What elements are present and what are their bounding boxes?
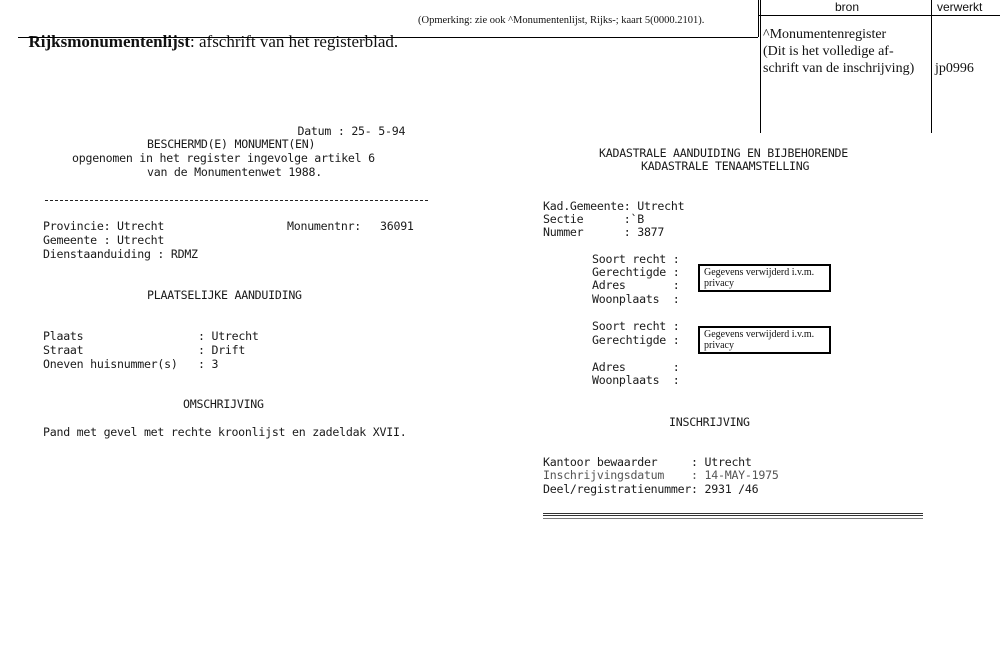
right-heading-line-1: KADASTRALE AANDUIDING EN BIJBEHORENDE: [599, 146, 849, 160]
plaatselijke-aanduiding-heading: PLAATSELIJKE AANDUIDING: [147, 288, 302, 302]
page-title: [20, 12, 398, 52]
right-double-rule: [543, 513, 923, 516]
omschrijving-text: Pand met gevel met rechte kroonlijst en zadeldak XVII.: [43, 425, 407, 439]
page-title-bold: Rijksmonumentenlijst: [28, 32, 191, 51]
soort-recht-label-2: Soort recht :: [592, 319, 680, 333]
monumentnr-label: Monumentnr:: [287, 219, 362, 233]
plaats-value: : Utrecht: [198, 329, 259, 343]
left-dashed-rule: [45, 200, 428, 201]
verwerkt-column-border: [931, 0, 932, 133]
huisnummer-label: Oneven huisnummer(s): [43, 357, 178, 371]
nummer-line: Nummer : 3877: [543, 225, 665, 239]
huisnummer-value: : 3: [198, 357, 219, 371]
inschrijving-heading: INSCHRIJVING: [669, 415, 750, 429]
woonplaats-label-1: Woonplaats :: [592, 292, 680, 306]
datum-line: [284, 110, 405, 138]
straat-label: Straat: [43, 343, 84, 357]
privacy-redaction-box-2: Gegevens verwijderd i.v.m. privacy: [698, 326, 831, 354]
adres-label-2: Adres :: [592, 360, 680, 374]
datum-value: 25- 5-94: [351, 124, 406, 138]
column-header-verwerkt: verwerkt: [937, 0, 983, 14]
bron-line-3: schrift van de inschrijving): [763, 61, 915, 76]
column-header-bron: bron: [835, 0, 860, 14]
provincie-line: Provincie: Utrecht: [43, 219, 165, 233]
straat-value: : Drift: [198, 343, 246, 357]
left-heading-line-1: BESCHERMD(E) MONUMENT(EN): [147, 137, 316, 151]
verwerkt-value: jp0996: [935, 61, 974, 76]
kad-gemeente-line: Kad.Gemeente: Utrecht: [543, 199, 685, 213]
monumentnr-value: 36091: [380, 219, 414, 233]
gerechtigde-label-1: Gerechtigde :: [592, 265, 680, 279]
datum-label: Datum :: [297, 124, 345, 138]
dienstaanduiding-line: Dienstaanduiding : RDMZ: [43, 247, 198, 261]
inschrijvingsdatum-line: Inschrijvingsdatum : 14-MAY-1975: [543, 468, 779, 482]
title-note: (Opmerking: zie ook ^Monumentenlijst, Rijks-; kaart 5(0000.2101).: [418, 15, 705, 26]
gerechtigde-label-2: Gerechtigde :: [592, 333, 680, 347]
plaats-label: Plaats: [43, 329, 84, 343]
page-title-rest: : afschrift van het registerblad.: [190, 32, 399, 51]
bron-line-1: ^Monumentenregister: [763, 27, 887, 42]
privacy-redaction-box-1: Gegevens verwijderd i.v.m. privacy: [698, 264, 831, 292]
right-double-rule-lower: [543, 518, 923, 519]
woonplaats-label-2: Woonplaats :: [592, 373, 680, 387]
sectie-line: Sectie :`B: [543, 212, 644, 226]
bron-line-2: (Dit is het volledige af-: [763, 44, 894, 59]
omschrijving-heading: OMSCHRIJVING: [183, 397, 264, 411]
adres-label-1: Adres :: [592, 278, 680, 292]
bron-column-left-border: [760, 0, 761, 133]
soort-recht-label-1: Soort recht :: [592, 252, 680, 266]
left-heading-line-2: opgenomen in het register ingevolge artikel 6: [72, 151, 375, 165]
kantoor-bewaarder-line: Kantoor bewaarder : Utrecht: [543, 455, 752, 469]
deel-registratienummer-line: Deel/registratienummer: 2931 /46: [543, 482, 759, 496]
right-heading-line-2: KADASTRALE TENAAMSTELLING: [641, 159, 810, 173]
gemeente-line: Gemeente : Utrecht: [43, 233, 165, 247]
header-table-top-rule: [758, 15, 1000, 16]
left-heading-line-3: van de Monumentenwet 1988.: [147, 165, 322, 179]
header-divider-left: [758, 0, 759, 37]
header-rule: [18, 37, 758, 38]
